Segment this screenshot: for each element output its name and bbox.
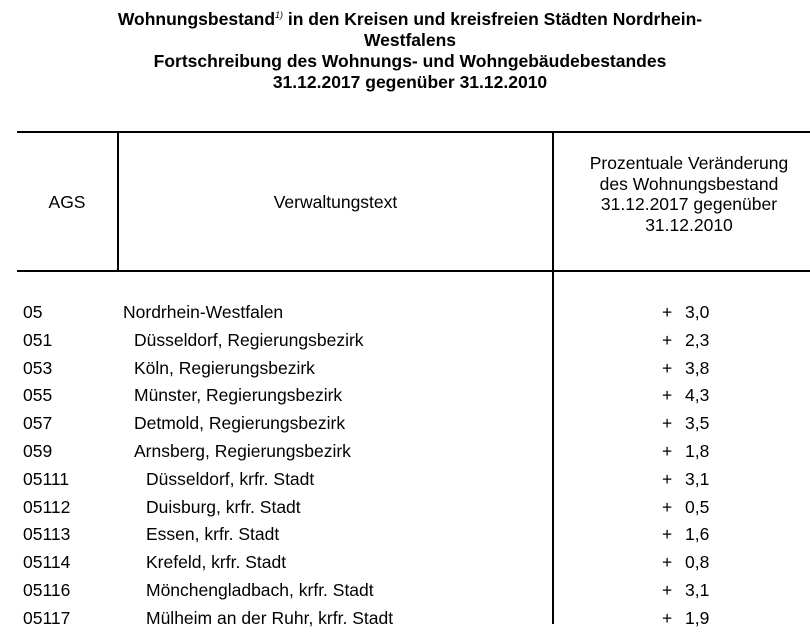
header-change xyxy=(554,153,810,235)
cell-ags: 05113 xyxy=(23,524,71,545)
table-row xyxy=(0,524,810,552)
cell-sign: + xyxy=(662,413,673,434)
cell-sign: + xyxy=(662,580,673,600)
cell-ags: 05112 xyxy=(23,496,71,517)
cell-value: 1,8 xyxy=(685,441,710,461)
table-row xyxy=(0,497,810,525)
cell-value: 3,5 xyxy=(685,413,710,434)
header-verwaltungstext: Verwaltungstext xyxy=(273,192,398,212)
header-ags: AGS xyxy=(48,192,86,212)
cell-sign: + xyxy=(662,385,673,406)
cell-sign: + xyxy=(662,468,673,489)
cell-verwaltungstext: Düsseldorf, Regierungsbezirk xyxy=(134,329,364,350)
cell-sign: + xyxy=(662,357,673,378)
cell-value: 3,0 xyxy=(685,302,710,322)
cell-ags: 053 xyxy=(23,357,53,378)
cell-sign: + xyxy=(662,607,673,628)
cell-ags: 05 xyxy=(23,302,43,322)
cell-ags: 055 xyxy=(23,385,53,406)
table-row xyxy=(0,413,810,441)
header-change-line-2: des Wohnungsbestand xyxy=(599,173,779,194)
table-row xyxy=(0,580,810,608)
cell-verwaltungstext: Detmold, Regierungsbezirk xyxy=(134,413,346,434)
header-change-line-1: Prozentuale Veränderung xyxy=(589,153,789,173)
table-row xyxy=(0,330,810,358)
table-row xyxy=(0,385,810,413)
footnote-marker: 1) xyxy=(275,10,284,20)
cell-verwaltungstext: Düsseldorf, krfr. Stadt xyxy=(146,468,315,489)
cell-sign: + xyxy=(662,329,673,350)
cell-value: 2,3 xyxy=(685,329,710,350)
cell-ags: 059 xyxy=(23,441,53,461)
cell-verwaltungstext: Mülheim an der Ruhr, krfr. Stadt xyxy=(146,607,394,628)
cell-ags: 05117 xyxy=(23,607,71,628)
cell-value: 3,8 xyxy=(685,357,710,378)
cell-ags: 05116 xyxy=(23,580,71,600)
cell-verwaltungstext: Münster, Regierungsbezirk xyxy=(134,385,343,406)
cell-verwaltungstext: Krefeld, krfr. Stadt xyxy=(146,552,287,573)
title-line-4: 31.12.2017 gegenüber 31.12.2010 xyxy=(272,71,548,92)
title-line-3: Fortschreibung des Wohnungs- und Wohngebäudebestandes xyxy=(153,50,667,71)
cell-value: 4,3 xyxy=(685,385,710,406)
cell-sign: + xyxy=(662,524,673,545)
cell-sign: + xyxy=(662,302,673,322)
cell-value: 1,9 xyxy=(685,607,710,628)
header-bottom-rule xyxy=(17,270,810,272)
cell-verwaltungstext: Arnsberg, Regierungsbezirk xyxy=(134,441,351,461)
cell-ags: 05111 xyxy=(23,468,70,489)
cell-value: 3,1 xyxy=(685,468,710,489)
title-line-1-rest: in den Kreisen und kreisfreien Städten Nordrhein- xyxy=(283,8,703,29)
cell-value: 0,5 xyxy=(685,496,710,517)
table-row xyxy=(0,358,810,386)
cell-sign: + xyxy=(662,441,673,461)
cell-verwaltungstext: Mönchengladbach, krfr. Stadt xyxy=(146,580,374,600)
header-change-line-3: 31.12.2017 gegenüber xyxy=(600,194,778,214)
cell-sign: + xyxy=(662,496,673,517)
cell-value: 1,6 xyxy=(685,524,710,545)
cell-ags: 05114 xyxy=(23,552,71,573)
cell-verwaltungstext: Essen, krfr. Stadt xyxy=(146,524,280,545)
cell-sign: + xyxy=(662,552,673,573)
cell-value: 0,8 xyxy=(685,552,710,573)
title-line-1-start: Wohnungsbestand xyxy=(117,8,276,29)
table-row xyxy=(0,469,810,497)
title-line-1 xyxy=(0,5,810,30)
table-top-rule xyxy=(17,131,810,133)
cell-verwaltungstext: Köln, Regierungsbezirk xyxy=(134,357,315,378)
cell-verwaltungstext: Nordrhein-Westfalen xyxy=(123,302,284,322)
table-row xyxy=(0,608,810,636)
cell-ags: 051 xyxy=(23,329,53,350)
cell-verwaltungstext: Duisburg, krfr. Stadt xyxy=(146,496,301,517)
header-change-line-4: 31.12.2010 xyxy=(645,214,733,235)
cell-value: 3,1 xyxy=(685,580,710,600)
table-row xyxy=(0,302,810,330)
table-row xyxy=(0,441,810,469)
cell-ags: 057 xyxy=(23,413,53,434)
table-row xyxy=(0,552,810,580)
title-line-2: Westfalens xyxy=(363,29,457,50)
document-title xyxy=(0,5,810,93)
